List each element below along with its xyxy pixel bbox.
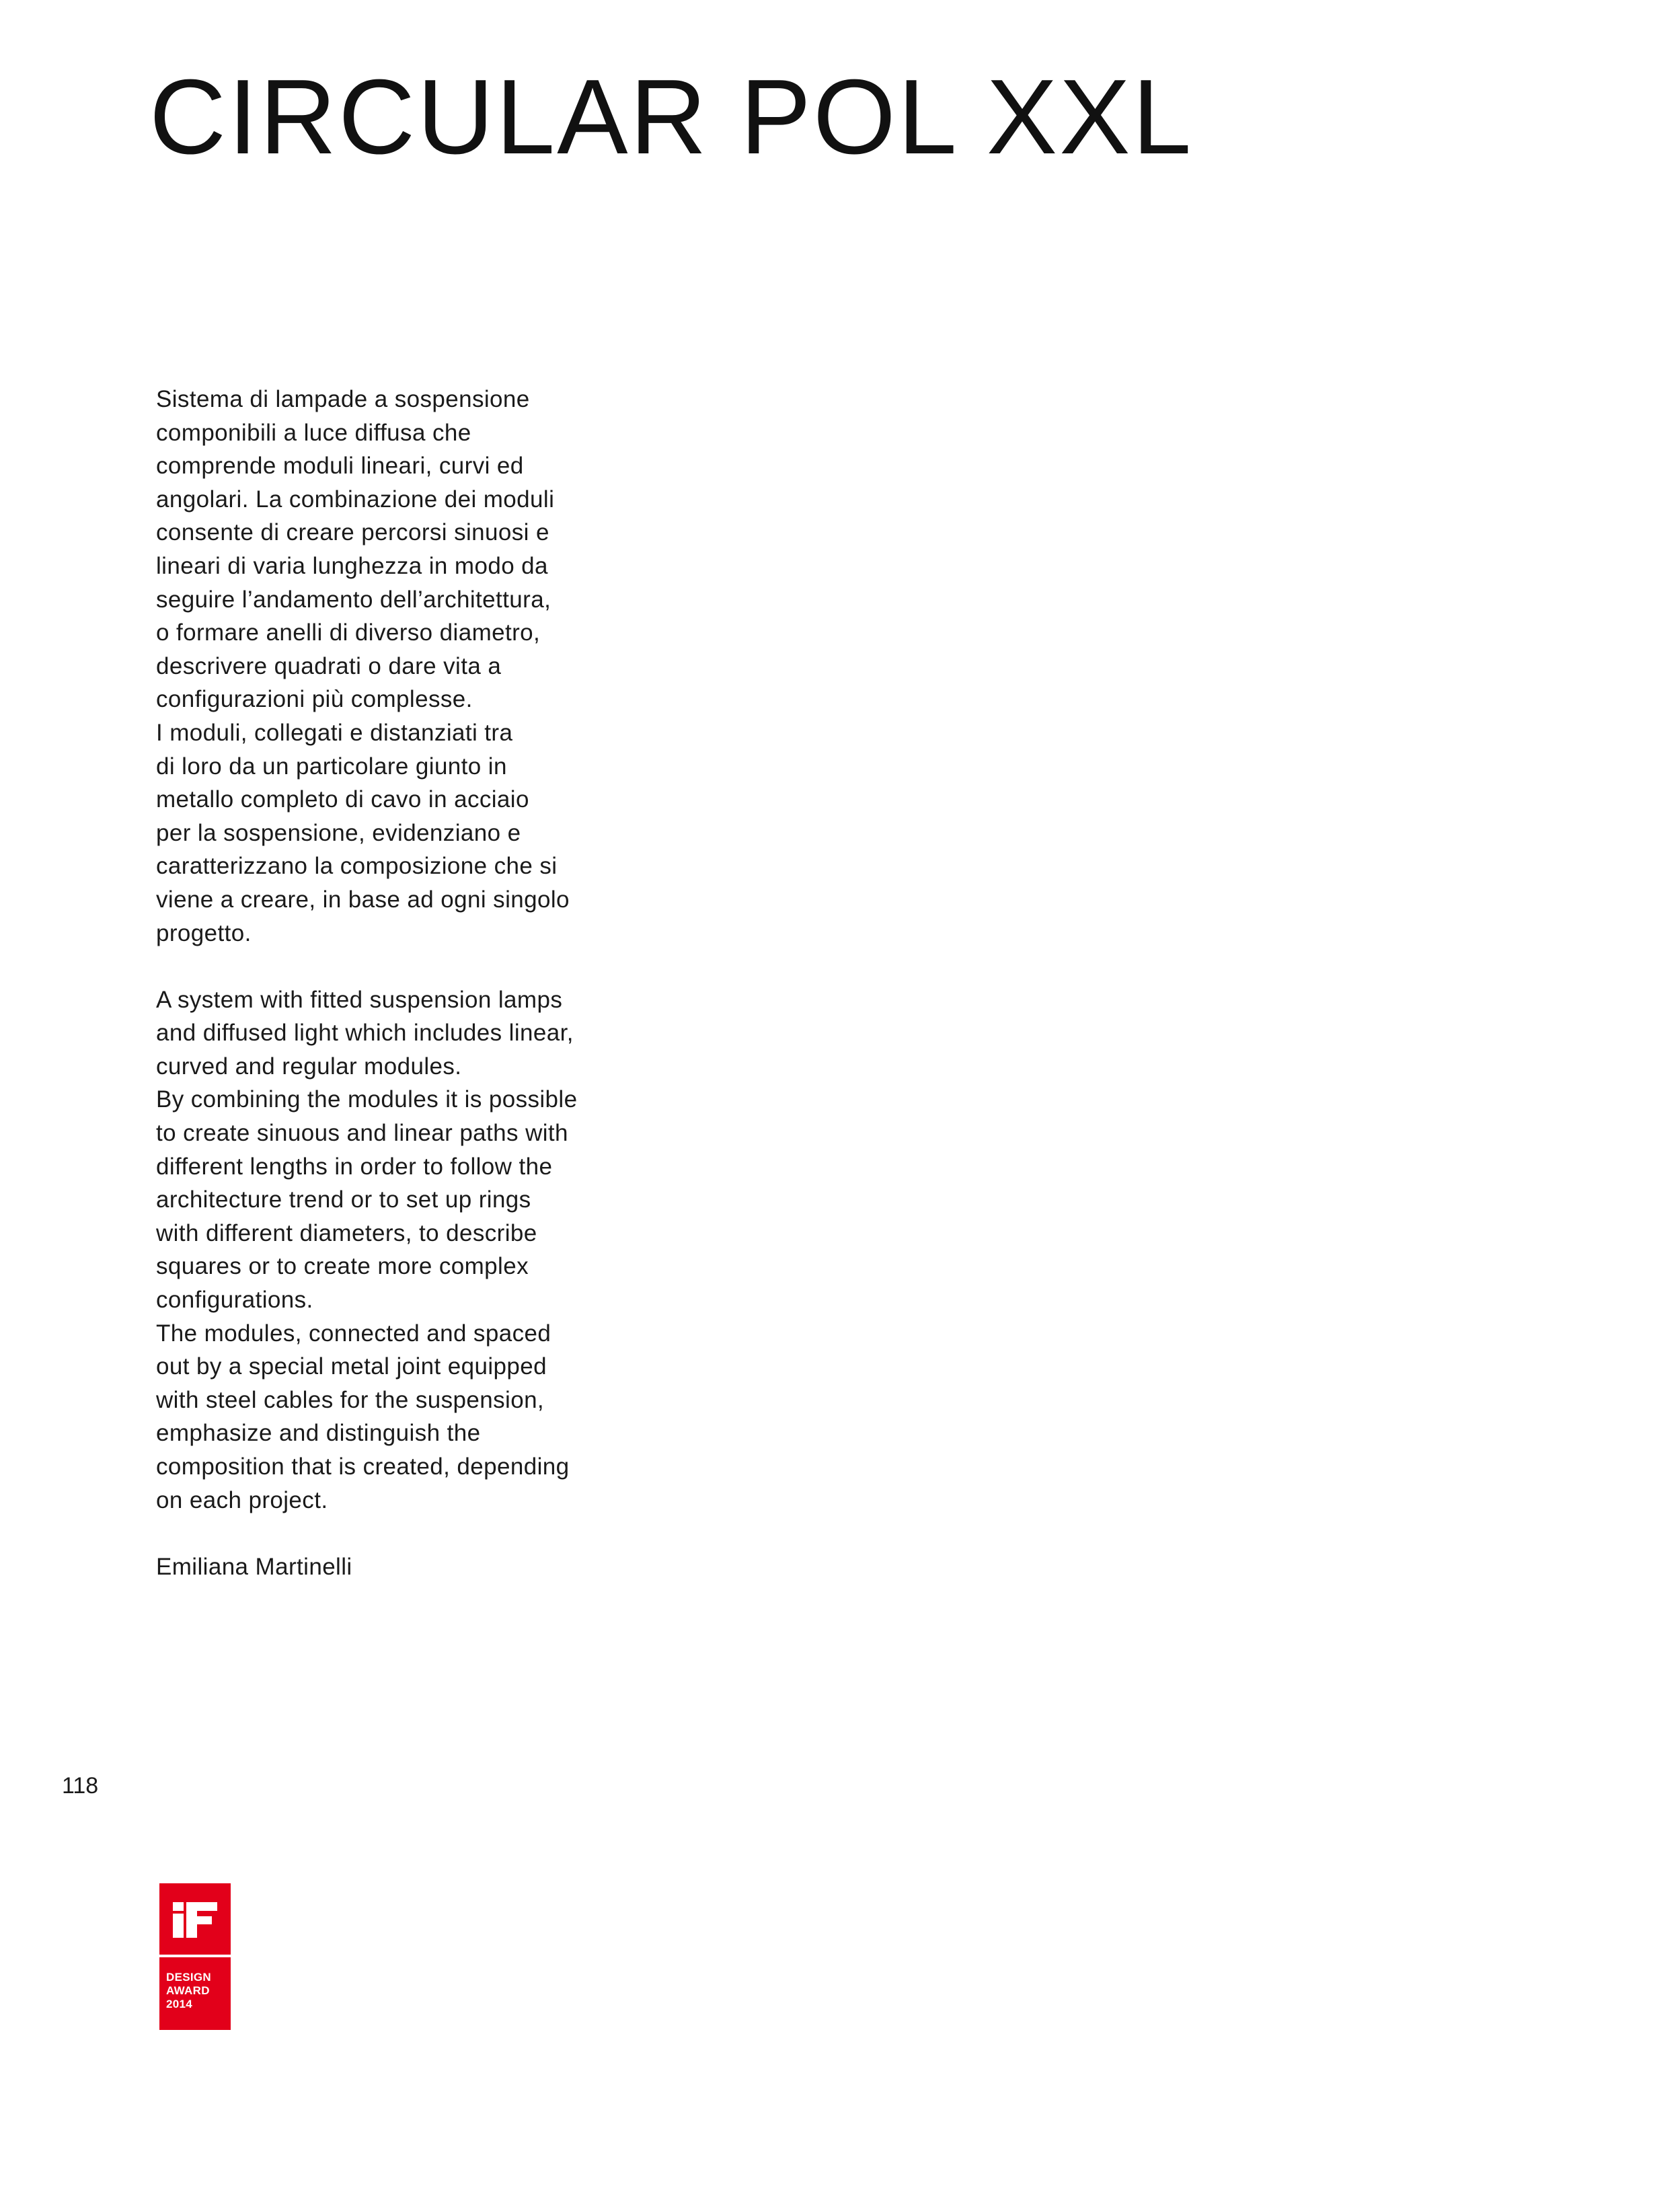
if-logo-glyph-icon: [159, 1883, 231, 1955]
page-number: 118: [62, 1773, 99, 1799]
award-line-award: AWARD: [166, 1984, 210, 1997]
if-logo-icon: [159, 1883, 231, 1955]
text-line: A system with fitted suspension lamps: [156, 986, 563, 1013]
text-line: on each project.: [156, 1486, 328, 1513]
text-line: architecture trend or to set up rings: [156, 1186, 531, 1213]
text-line: o formare anelli di diverso diametro,: [156, 619, 541, 646]
text-line: progetto.: [156, 919, 252, 946]
award-line-year: 2014: [166, 1998, 193, 2010]
paragraph-spacer: [156, 1517, 667, 1550]
text-line: descrivere quadrati o dare vita a: [156, 652, 502, 679]
text-line: componibili a luce diffusa che: [156, 419, 471, 446]
text-line: configurazioni più complesse.: [156, 686, 473, 713]
text-line: to create sinuous and linear paths with: [156, 1120, 568, 1147]
text-line: lineari di varia lunghezza in modo da: [156, 552, 548, 579]
description-text: [156, 383, 667, 1583]
text-line: viene a creare, in base ad ogni singolo: [156, 886, 570, 913]
text-line: with different diameters, to describe: [156, 1219, 537, 1246]
text-line: di loro da un particolare giunto in: [156, 753, 507, 780]
text-line: seguire l’andamento dell’architettura,: [156, 586, 551, 613]
text-line: metallo completo di cavo in acciaio: [156, 786, 529, 813]
english-paragraph: [156, 983, 667, 1517]
text-line: I moduli, collegati e distanziati tra: [156, 719, 513, 746]
page-title: CIRCULAR POL XXL: [149, 58, 1194, 176]
text-line: consente di creare percorsi sinuosi e: [156, 519, 549, 546]
text-line: curved and regular modules.: [156, 1053, 462, 1080]
award-label-box: [159, 1957, 231, 2030]
text-line: By combining the modules it is possible: [156, 1086, 578, 1113]
text-line: out by a special metal joint equipped: [156, 1353, 547, 1380]
text-line: squares or to create more complex: [156, 1253, 529, 1280]
if-design-award-badge: [159, 1883, 231, 2030]
italian-paragraph: [156, 383, 667, 950]
text-line: composition that is created, depending: [156, 1454, 570, 1480]
award-line-design: DESIGN: [166, 1971, 211, 1984]
award-label: [166, 1971, 211, 2011]
text-line: different lengths in order to follow the: [156, 1153, 553, 1180]
text-line: caratterizzano la composizione che si: [156, 853, 558, 880]
text-line: per la sospensione, evidenziano e: [156, 819, 521, 846]
text-line: angolari. La combinazione dei moduli: [156, 486, 555, 513]
paragraph-spacer: [156, 950, 667, 983]
text-line: comprende moduli lineari, curvi ed: [156, 453, 524, 480]
text-line: with steel cables for the suspension,: [156, 1386, 545, 1413]
author-signature: [156, 1550, 667, 1584]
text-line: The modules, connected and spaced: [156, 1320, 551, 1347]
text-line: Sistema di lampade a sospensione: [156, 386, 530, 412]
text-line: configurations.: [156, 1287, 313, 1314]
text-line: and diffused light which includes linear,: [156, 1020, 574, 1047]
text-line: emphasize and distinguish the: [156, 1420, 481, 1447]
author-name: Emiliana Martinelli: [156, 1553, 352, 1580]
